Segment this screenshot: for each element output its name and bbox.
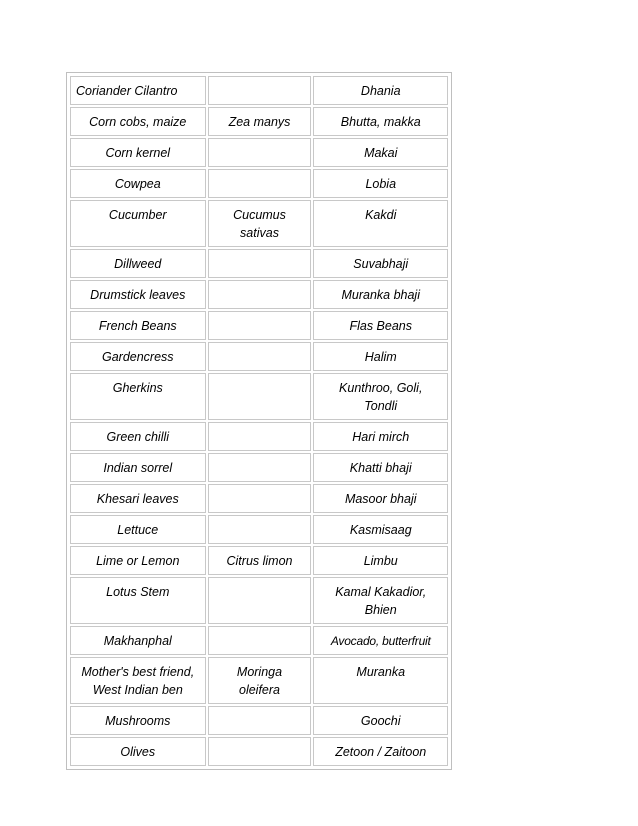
table-row: [70, 311, 448, 340]
botanical-name-cell: Moringa oleifera: [208, 657, 312, 704]
english-name-cell: Gherkins: [70, 373, 206, 420]
english-name-cell: Mushrooms: [70, 706, 206, 735]
local-name-cell: Flas Beans: [313, 311, 448, 340]
table-row: [70, 107, 448, 136]
local-name-cell: Lobia: [313, 169, 448, 198]
table-row: [70, 453, 448, 482]
table-row: [70, 657, 448, 704]
english-name-cell: Indian sorrel: [70, 453, 206, 482]
english-name-cell: Lettuce: [70, 515, 206, 544]
botanical-name-cell: Zea manys: [208, 107, 312, 136]
english-name-cell: Corn cobs, maize: [70, 107, 206, 136]
english-name-cell: Olives: [70, 737, 206, 766]
local-name-cell: Zetoon / Zaitoon: [313, 737, 448, 766]
table-row: [70, 577, 448, 624]
table-row: [70, 280, 448, 309]
local-name-cell: Muranka bhaji: [313, 280, 448, 309]
english-name-cell: Lime or Lemon: [70, 546, 206, 575]
botanical-name-cell: Cucumus sativas: [208, 200, 312, 247]
botanical-name-cell: [208, 249, 312, 278]
local-name-cell: Halim: [313, 342, 448, 371]
botanical-name-cell: Citrus limon: [208, 546, 312, 575]
botanical-name-cell: [208, 453, 312, 482]
botanical-name-cell: [208, 515, 312, 544]
table-row: [70, 169, 448, 198]
table-row: [70, 200, 448, 247]
table-row: [70, 76, 448, 105]
table-row: [70, 515, 448, 544]
table-row: [70, 737, 448, 766]
table-row: [70, 249, 448, 278]
botanical-name-cell: [208, 484, 312, 513]
local-name-cell: Masoor bhaji: [313, 484, 448, 513]
botanical-name-cell: [208, 626, 312, 655]
table-row: [70, 484, 448, 513]
vegetable-names-table: [68, 74, 450, 768]
botanical-name-cell: [208, 280, 312, 309]
botanical-name-cell: [208, 311, 312, 340]
botanical-name-cell: [208, 169, 312, 198]
local-name-cell: Dhania: [313, 76, 448, 105]
english-name-cell: Khesari leaves: [70, 484, 206, 513]
botanical-name-cell: [208, 373, 312, 420]
local-name-cell: Suvabhaji: [313, 249, 448, 278]
local-name-cell: Hari mirch: [313, 422, 448, 451]
english-name-cell: Corn kernel: [70, 138, 206, 167]
table-row: [70, 626, 448, 655]
botanical-name-cell: [208, 138, 312, 167]
local-name-cell: Avocado, butterfruit: [313, 626, 448, 655]
table-row: [70, 138, 448, 167]
botanical-name-cell: [208, 422, 312, 451]
table-body: [70, 76, 448, 766]
english-name-cell: French Beans: [70, 311, 206, 340]
table-row: [70, 373, 448, 420]
local-name-cell: Makai: [313, 138, 448, 167]
vegetable-names-table-frame: [66, 72, 452, 770]
local-name-cell: Kunthroo, Goli, Tondli: [313, 373, 448, 420]
local-name-cell: Goochi: [313, 706, 448, 735]
local-name-cell: Khatti bhaji: [313, 453, 448, 482]
table-row: [70, 546, 448, 575]
table-row: [70, 422, 448, 451]
botanical-name-cell: [208, 737, 312, 766]
local-name-cell: Kakdi: [313, 200, 448, 247]
english-name-cell: Drumstick leaves: [70, 280, 206, 309]
english-name-cell: Coriander Cilantro: [70, 76, 206, 105]
local-name-cell: Kasmisaag: [313, 515, 448, 544]
english-name-cell: Lotus Stem: [70, 577, 206, 624]
english-name-cell: Mother's best friend, West Indian ben: [70, 657, 206, 704]
table-row: [70, 706, 448, 735]
local-name-cell: Kamal Kakadior, Bhien: [313, 577, 448, 624]
local-name-cell: Muranka: [313, 657, 448, 704]
local-name-cell: Limbu: [313, 546, 448, 575]
botanical-name-cell: [208, 577, 312, 624]
english-name-cell: Gardencress: [70, 342, 206, 371]
english-name-cell: Makhanphal: [70, 626, 206, 655]
english-name-cell: Cowpea: [70, 169, 206, 198]
botanical-name-cell: [208, 76, 312, 105]
table-row: [70, 342, 448, 371]
local-name-cell: Bhutta, makka: [313, 107, 448, 136]
english-name-cell: Dillweed: [70, 249, 206, 278]
english-name-cell: Green chilli: [70, 422, 206, 451]
botanical-name-cell: [208, 706, 312, 735]
english-name-cell: Cucumber: [70, 200, 206, 247]
botanical-name-cell: [208, 342, 312, 371]
